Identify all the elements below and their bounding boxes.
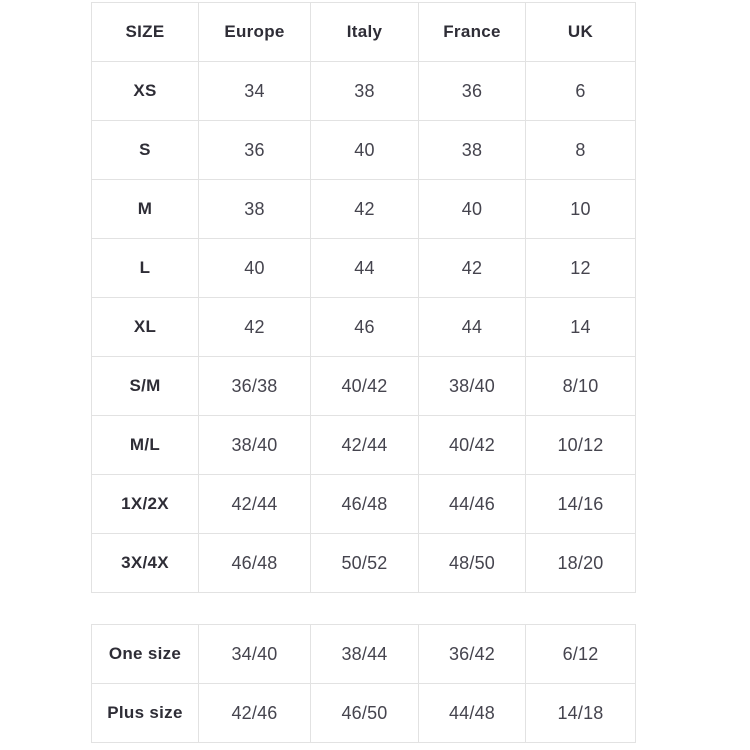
size-label-cell: XL	[92, 298, 199, 357]
value-cell: 42/44	[311, 416, 419, 475]
value-cell: 44	[419, 298, 526, 357]
size-conversion-chart	[91, 2, 635, 743]
value-cell: 42	[311, 180, 419, 239]
value-cell: 36	[199, 121, 311, 180]
value-cell: 14/18	[526, 684, 636, 743]
table-row-3x4x	[92, 534, 636, 593]
table-row-s	[92, 121, 636, 180]
header-row	[92, 3, 636, 62]
value-cell: 14	[526, 298, 636, 357]
size-label-cell: One size	[92, 625, 199, 684]
table-row-plus-size	[92, 684, 636, 743]
value-cell: 38/40	[419, 357, 526, 416]
value-cell: 38	[199, 180, 311, 239]
size-label-cell: Plus size	[92, 684, 199, 743]
value-cell: 48/50	[419, 534, 526, 593]
value-cell: 42/46	[199, 684, 311, 743]
value-cell: 42	[419, 239, 526, 298]
size-label-cell: M	[92, 180, 199, 239]
value-cell: 8	[526, 121, 636, 180]
table-row-1x2x	[92, 475, 636, 534]
table-row-sm	[92, 357, 636, 416]
value-cell: 44/48	[419, 684, 526, 743]
table-row-ml	[92, 416, 636, 475]
value-cell: 46	[311, 298, 419, 357]
value-cell: 36/42	[419, 625, 526, 684]
table-row-one-size	[92, 625, 636, 684]
table-row-m	[92, 180, 636, 239]
value-cell: 14/16	[526, 475, 636, 534]
value-cell: 40	[199, 239, 311, 298]
table-row-xs	[92, 62, 636, 121]
size-label-cell: 1X/2X	[92, 475, 199, 534]
value-cell: 46/48	[199, 534, 311, 593]
header-size: SIZE	[92, 3, 199, 62]
value-cell: 36/38	[199, 357, 311, 416]
size-label-cell: M/L	[92, 416, 199, 475]
value-cell: 34	[199, 62, 311, 121]
value-cell: 6/12	[526, 625, 636, 684]
header-italy: Italy	[311, 3, 419, 62]
value-cell: 42/44	[199, 475, 311, 534]
value-cell: 38/40	[199, 416, 311, 475]
header-france: France	[419, 3, 526, 62]
value-cell: 40	[419, 180, 526, 239]
value-cell: 6	[526, 62, 636, 121]
size-label-cell: S/M	[92, 357, 199, 416]
value-cell: 46/48	[311, 475, 419, 534]
header-europe: Europe	[199, 3, 311, 62]
value-cell: 10	[526, 180, 636, 239]
value-cell: 18/20	[526, 534, 636, 593]
table-row-xl	[92, 298, 636, 357]
header-uk: UK	[526, 3, 636, 62]
value-cell: 50/52	[311, 534, 419, 593]
value-cell: 34/40	[199, 625, 311, 684]
value-cell: 38	[311, 62, 419, 121]
value-cell: 40	[311, 121, 419, 180]
size-conversion-table	[91, 2, 636, 593]
value-cell: 40/42	[311, 357, 419, 416]
value-cell: 36	[419, 62, 526, 121]
value-cell: 38	[419, 121, 526, 180]
special-sizes-table	[91, 624, 636, 743]
value-cell: 42	[199, 298, 311, 357]
value-cell: 38/44	[311, 625, 419, 684]
value-cell: 40/42	[419, 416, 526, 475]
value-cell: 10/12	[526, 416, 636, 475]
value-cell: 44/46	[419, 475, 526, 534]
value-cell: 12	[526, 239, 636, 298]
size-label-cell: L	[92, 239, 199, 298]
table-row-l	[92, 239, 636, 298]
value-cell: 46/50	[311, 684, 419, 743]
size-label-cell: XS	[92, 62, 199, 121]
size-label-cell: 3X/4X	[92, 534, 199, 593]
value-cell: 8/10	[526, 357, 636, 416]
value-cell: 44	[311, 239, 419, 298]
size-label-cell: S	[92, 121, 199, 180]
